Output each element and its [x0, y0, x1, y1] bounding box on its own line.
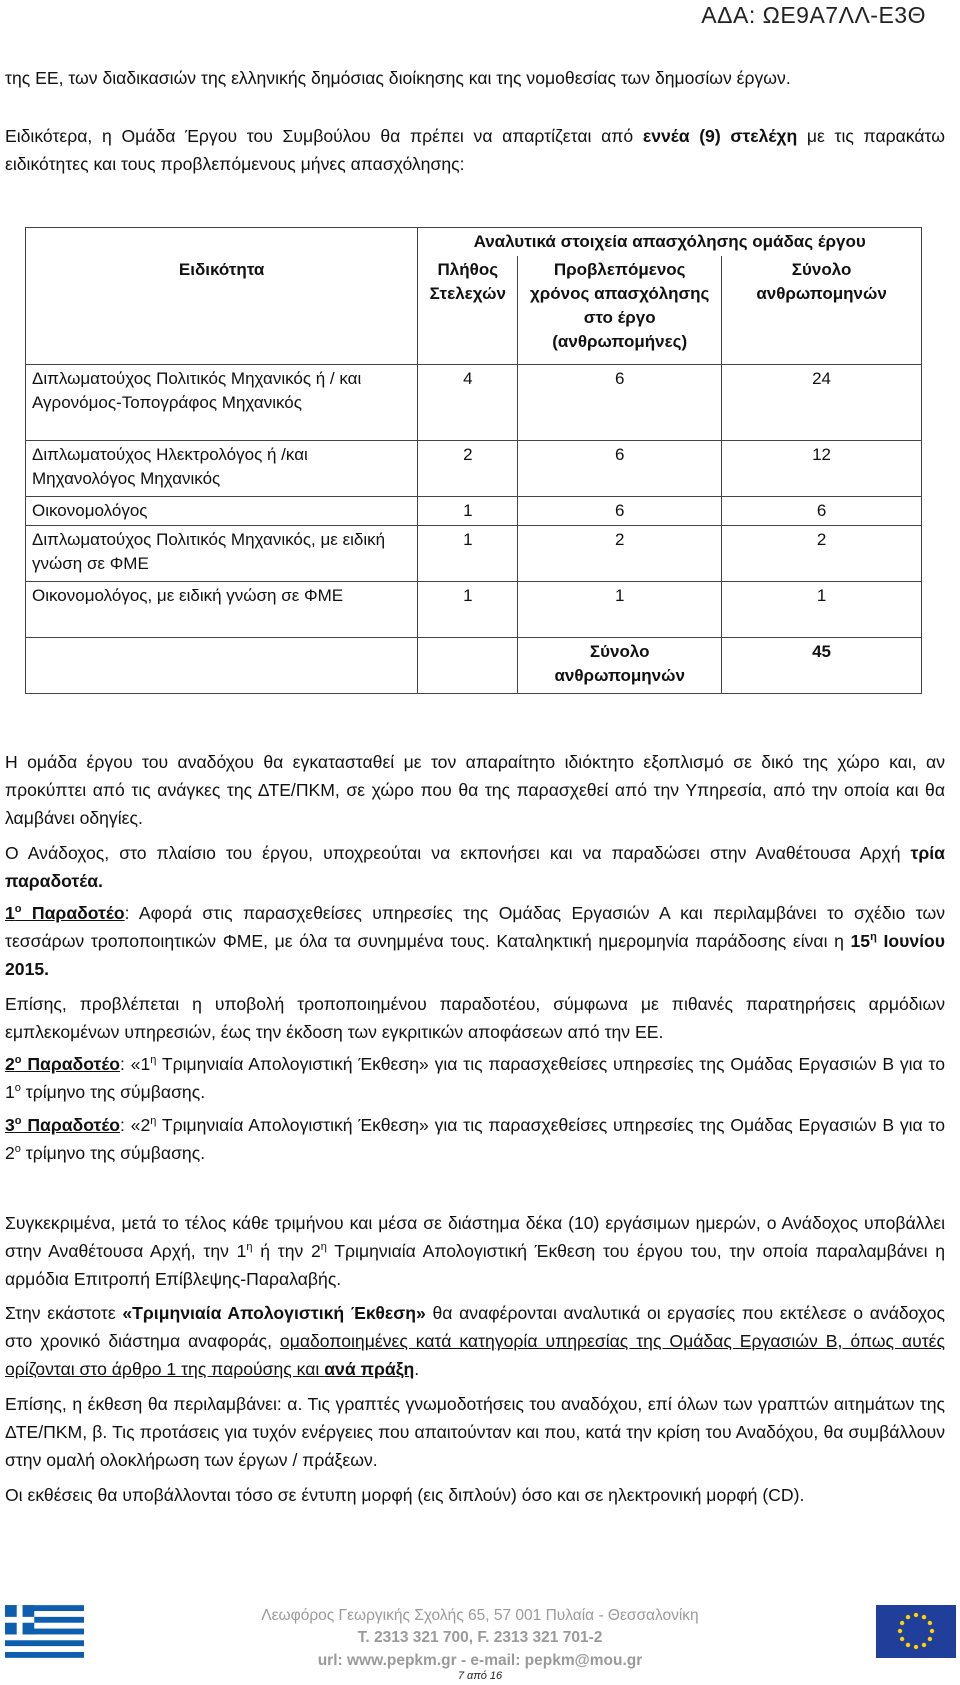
row-total: 2 [722, 526, 922, 582]
row-specialty: Διπλωματούχος Πολιτικός Μηχανικός ή / και Αγρονόμος-Τοπογράφος Μηχανικός [26, 365, 418, 441]
row-months: 6 [518, 497, 722, 526]
table-title: Αναλυτικά στοιχεία απασχόλησης ομάδας έργου [418, 228, 922, 257]
total-label: Σύνολο ανθρωπομηνών [518, 638, 722, 694]
page-number: 7 από 16 [457, 1670, 503, 1682]
header-specialty: Ειδικότητα [26, 256, 418, 365]
row-specialty: Διπλωματούχος Πολιτικός Μηχανικός, με ειδική γνώση σε ΦΜΕ [26, 526, 418, 582]
row-specialty: Οικονομολόγος [26, 497, 418, 526]
eu-flag-icon [876, 1605, 956, 1658]
header-count: Πλήθος Στελεχών [418, 256, 518, 365]
row-months: 1 [518, 582, 722, 638]
header-months: Προβλεπόμενος χρόνος απασχόλησης στο έργο (ανθρωπομήνες) [518, 256, 722, 365]
table-row [26, 582, 922, 638]
total-empty-cell [418, 638, 518, 694]
row-specialty: Οικονομολόγος, με ειδική γνώση σε ΦΜΕ [26, 582, 418, 638]
row-count: 2 [418, 441, 518, 497]
ada-code: ΑΔΑ: ΩΕ9Α7ΛΛ-Ε3Θ [701, 2, 926, 28]
footer-web: url: www.pepkm.gr - e-mail: pepkm@mou.gr [317, 1652, 643, 1669]
intro-paragraph: της ΕΕ, των διαδικασιών της ελληνικής δημόσιας διοίκησης και της νομοθεσίας των δημοσίων έργων. [5, 68, 791, 88]
deliverable-2: $2^o$ Παραδοτέο: «$1^\eta$ Τριμηνιαία Απολογιστική Έκθεση» για τις παρασχεθείσες υπηρεσίες της Ομάδας Εργασιών Β για το $1^o$ τρίμηνο της σύμβασης. [5, 1054, 945, 1102]
row-months: 6 [518, 365, 722, 441]
report-includes-paragraph: Επίσης, η έκθεση θα περιλαμβάνει: α. Τις γραπτές γνωμοδοτήσεις του αναδόχου, επί όλων των γραπτών αιτημάτων της ΔΤΕ/ΠΚΜ, β. Τις προτάσεις για τυχόν ενέργειες που απαιτούνταν και που, κατά την κρίση του Αναδόχου, θα συμβάλλουν στην ομαλή ολοκλήρωση των έργων / πράξεων. [5, 1394, 945, 1470]
header-total: Σύνολο ανθρωπομηνών [722, 256, 922, 365]
report-format-paragraph: Οι εκθέσεις θα υποβάλλονται τόσο σε έντυπη μορφή (εις διπλούν) όσο και σε ηλεκτρονική μορφή (CD). [5, 1485, 805, 1505]
row-count: 1 [418, 497, 518, 526]
table-row [26, 441, 922, 497]
deliverable-1: $1^o$ Παραδοτέο: Αφορά στις παρασχεθείσες υπηρεσίες της Ομάδας Εργασιών Α και περιλαμβάνει το σχέδιο των τεσσάρων τροποποιητικών ΦΜΕ, με όλα τα συνημμένα τους. Καταληκτική ημερομηνία παράδοσης είναι η $15^\eta$ Ιουνίου 2015. [5, 903, 945, 979]
row-total: 12 [722, 441, 922, 497]
row-months: 2 [518, 526, 722, 582]
team-location-paragraph: Η ομάδα έργου του αναδόχου θα εγκατασταθεί με τον απαραίτητο ιδιόκτητο εξοπλισμό σε δικό της χώρο και, αν προκύπτει από τις ανάγκες της ΔΤΕ/ΠΚΜ, σε χώρο που θα της παρασχεθεί από την Υπηρεσία, από την οποία και θα λαμβάνει οδηγίες. [5, 752, 945, 828]
table-row [26, 365, 922, 441]
row-total: 24 [722, 365, 922, 441]
total-row [26, 638, 922, 694]
footer-address: Λεωφόρος Γεωργικής Σχολής 65, 57 001 Πυλαία - Θεσσαλονίκη [261, 1607, 699, 1624]
total-value: 45 [722, 638, 922, 694]
row-count: 1 [418, 526, 518, 582]
table-row [26, 526, 922, 582]
row-total: 6 [722, 497, 922, 526]
row-specialty: Διπλωματούχος Ηλεκτρολόγος ή /και Μηχανολόγος Μηχανικός [26, 441, 418, 497]
quarterly-submission-paragraph: Συγκεκριμένα, μετά το τέλος κάθε τριμήνου και μέσα σε διάστημα δέκα (10) εργάσιμων ημερών, ο Ανάδοχος υποβάλλει στην Αναθέτουσα Αρχή, την $1^\eta$ ή την $2^\eta$ Τριμηνιαία Απολογιστική Έκθεση του έργου του, την οποία παραλαμβάνει η αρμόδια Επιτροπή Επίβλεψης-Παραλαβής. [5, 1213, 945, 1289]
team-composition-paragraph: Ειδικότερα, η Ομάδα Έργου του Συμβούλου θα πρέπει να απαρτίζεται από εννέα (9) στελέχη με τις παρακάτω ειδικότητες και τους προβλεπόμενους μήνες απασχόλησης: [5, 126, 945, 174]
table-corner-cell [26, 228, 418, 257]
deliverables-intro: Ο Ανάδοχος, στο πλαίσιο του έργου, υποχρεούται να εκπονήσει και να παραδώσει στην Αναθέτουσα Αρχή τρία παραδοτέα. [5, 843, 945, 891]
deliverable-3: $3^o$ Παραδοτέο: «$2^\eta$ Τριμηνιαία Απολογιστική Έκθεση» για τις παρασχεθείσες υπηρεσίες της Ομάδας Εργασιών Β για το $2^o$ τρίμηνο της σύμβασης. [5, 1115, 945, 1163]
employment-table [25, 227, 922, 694]
table-row [26, 497, 922, 526]
total-empty-cell [26, 638, 418, 694]
row-total: 1 [722, 582, 922, 638]
row-months: 6 [518, 441, 722, 497]
footer-phone: T. 2313 321 700, F. 2313 321 701-2 [357, 1629, 603, 1646]
report-contents-paragraph: Στην εκάστοτε «Τριμηνιαία Απολογιστική Έκθεση» θα αναφέρονται αναλυτικά οι εργασίες που εκτέλεσε ο ανάδοχος στο χρονικό διάστημα αναφοράς, ομαδοποιημένες κατά κατηγορία υπηρεσίας της Ομάδας Εργασιών Β, όπως αυτές ορίζονται στο άρθρο 1 της παρούσης και ανά πράξη. [5, 1303, 945, 1379]
row-count: 1 [418, 582, 518, 638]
row-count: 4 [418, 365, 518, 441]
revision-paragraph: Επίσης, προβλέπεται η υποβολή τροποποιημένου παραδοτέου, σύμφωνα με πιθανές παρατηρήσεις αρμόδιων εμπλεκομένων υπηρεσιών, έως την έκδοση των εγκριτικών αποφάσεων από την ΕΕ. [5, 994, 945, 1042]
